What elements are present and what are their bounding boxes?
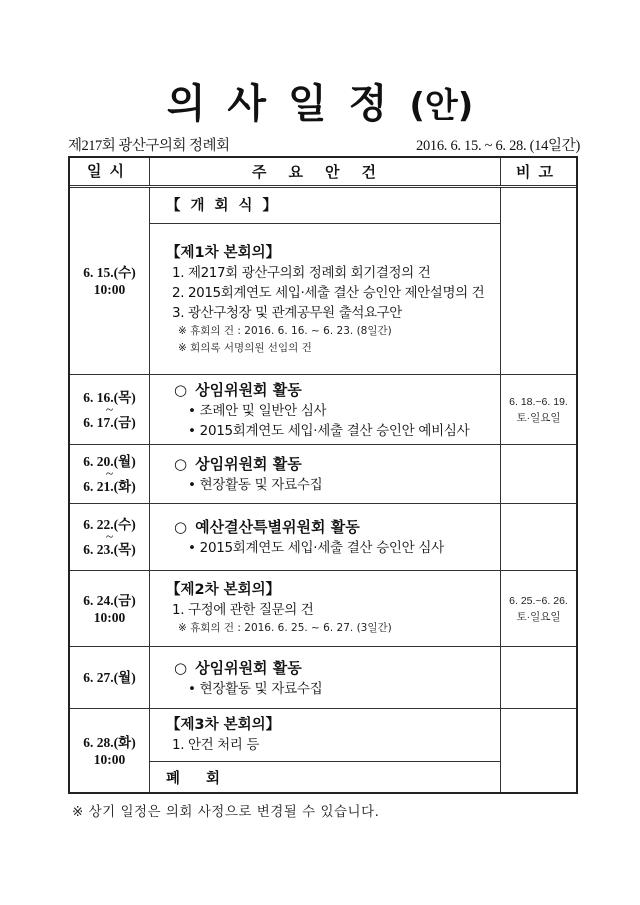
- agenda-note: ※ 회의록 서명의원 선임의 건: [178, 342, 312, 354]
- date-line: 6. 28.(화): [83, 734, 136, 750]
- row-agenda: [150, 188, 501, 374]
- row-agenda: [150, 709, 501, 792]
- remark-days: 토·일요일: [516, 610, 561, 623]
- session-name: 제217회 광산구의회 정례회: [68, 138, 230, 154]
- date-line: 6. 21.(화): [83, 479, 136, 494]
- row-date: [70, 571, 150, 646]
- footnote: ※ 상기 일정은 의회 사정으로 변경될 수 있습니다.: [72, 804, 380, 820]
- activity-bullet: • 조례안 및 일반안 심사: [188, 402, 327, 419]
- closing-ceremony: [150, 761, 500, 792]
- session-info: [68, 134, 580, 152]
- date-line: 6. 17.(금): [83, 414, 136, 430]
- row-date: [70, 647, 150, 708]
- header-remarks: [501, 158, 576, 185]
- activity-title: [166, 516, 500, 538]
- row-date: [70, 445, 150, 503]
- date-range-tilde: ~: [105, 529, 114, 544]
- row-agenda: [150, 647, 501, 708]
- table-row: [70, 708, 576, 792]
- row-agenda: [150, 445, 501, 503]
- row-agenda: [150, 571, 501, 646]
- row-remarks: [501, 188, 576, 374]
- agenda-item: 2. 2015회계연도 세입·세출 결산 승인안 제안설명의 건: [172, 285, 485, 301]
- table-row: [70, 374, 576, 444]
- row-remarks: [501, 571, 576, 646]
- row-date: [70, 709, 150, 792]
- special-committee-activity: [150, 504, 500, 570]
- table-row: [70, 444, 576, 503]
- activity-bullet: • 현장활동 및 자료수집: [188, 477, 323, 493]
- remark-dates: 6. 18.~6. 19.: [509, 395, 568, 408]
- closing-label: 폐회: [166, 770, 247, 787]
- meeting-title: 【제3차 본회의】: [166, 717, 281, 733]
- agenda-item: 1. 구정에 관한 질문의 건: [172, 602, 314, 618]
- document-title: [0, 72, 640, 129]
- row-date: [70, 375, 150, 444]
- date-range-tilde: ~: [105, 401, 114, 417]
- committee-activity: [150, 647, 500, 708]
- row-remarks: [501, 445, 576, 503]
- table-row: [70, 188, 576, 374]
- header-date: [70, 158, 150, 185]
- circle-icon: ○: [174, 380, 188, 399]
- meeting-title: 【제1차 본회의】: [166, 245, 281, 261]
- time-line: 10:00: [93, 282, 126, 297]
- row-remarks: [501, 647, 576, 708]
- meeting-title: 【제2차 본회의】: [166, 582, 281, 598]
- agenda-note: ※ 휴회의 건 : 2016. 6. 16. ~ 6. 23. (8일간): [178, 325, 392, 337]
- date-line: 6. 16.(목): [83, 389, 136, 405]
- plenary-session-1: [150, 223, 500, 374]
- opening-label: 【개회식】: [166, 197, 288, 214]
- date-line: 6. 27.(월): [83, 670, 136, 685]
- activity-bullet: • 2015회계연도 세입·세출 결산 승인안 심사: [188, 540, 444, 556]
- time-line: 10:00: [93, 609, 126, 625]
- header-agenda: [150, 158, 501, 185]
- activity-label: 상임위원회 활동: [195, 658, 302, 677]
- table-row: [70, 570, 576, 646]
- header-agenda-label: 주요안건: [252, 163, 398, 181]
- agenda-item: 1. 제217회 광산구의회 정례회 회기결정의 건: [172, 265, 431, 281]
- agenda-item: 1. 안건 처리 등: [172, 737, 259, 753]
- date-line: 6. 20.(월): [83, 454, 136, 469]
- row-date: [70, 504, 150, 570]
- activity-bullet: • 2015회계연도 세입·세출 결산 승인안 예비심사: [188, 422, 470, 439]
- committee-activity: [150, 375, 500, 444]
- date-line: 6. 22.(수): [83, 517, 136, 532]
- activity-label: 상임위원회 활동: [195, 455, 302, 473]
- remark-dates: 6. 25.~6. 26.: [509, 594, 568, 607]
- activity-title: [166, 657, 500, 679]
- row-agenda: [150, 504, 501, 570]
- date-line: 6. 24.(금): [83, 592, 136, 608]
- schedule-table: [68, 156, 578, 794]
- circle-icon: ○: [174, 518, 188, 536]
- title-main: 의사일정: [166, 81, 410, 127]
- activity-title: [166, 379, 500, 401]
- row-agenda: [150, 375, 501, 444]
- circle-icon: ○: [174, 658, 188, 677]
- title-sub: (안): [409, 86, 474, 126]
- activity-title: [166, 453, 500, 475]
- activity-label: 예산결산특별위원회 활동: [195, 518, 360, 536]
- plenary-session-3: [150, 709, 500, 761]
- header-date-label: 일시: [87, 162, 132, 180]
- activity-bullet: • 현장활동 및 자료수집: [188, 680, 323, 697]
- remark-days: 토·일요일: [516, 411, 561, 424]
- table-row: [70, 646, 576, 708]
- date-line: 6. 23.(목): [83, 542, 136, 557]
- activity-label: 상임위원회 활동: [195, 380, 302, 399]
- time-line: 10:00: [93, 751, 126, 767]
- table-header-row: [70, 158, 576, 188]
- opening-ceremony: [150, 188, 500, 223]
- row-remarks: [501, 709, 576, 792]
- date-range-tilde: ~: [105, 466, 114, 481]
- session-period: 2016. 6. 15. ~ 6. 28. (14일간): [416, 138, 580, 154]
- plenary-session-2: [150, 571, 500, 646]
- committee-activity: [150, 445, 500, 503]
- table-row: [70, 503, 576, 570]
- row-remarks: [501, 375, 576, 444]
- date-line: 6. 15.(수): [83, 265, 136, 280]
- row-remarks: [501, 504, 576, 570]
- agenda-item: 3. 광산구청장 및 관계공무원 출석요구안: [172, 305, 402, 321]
- circle-icon: ○: [174, 455, 188, 473]
- row-date: [70, 188, 150, 374]
- header-remarks-label: 비고: [516, 162, 561, 181]
- agenda-note: ※ 휴회의 건 : 2016. 6. 25. ~ 6. 27. (3일간): [178, 622, 392, 634]
